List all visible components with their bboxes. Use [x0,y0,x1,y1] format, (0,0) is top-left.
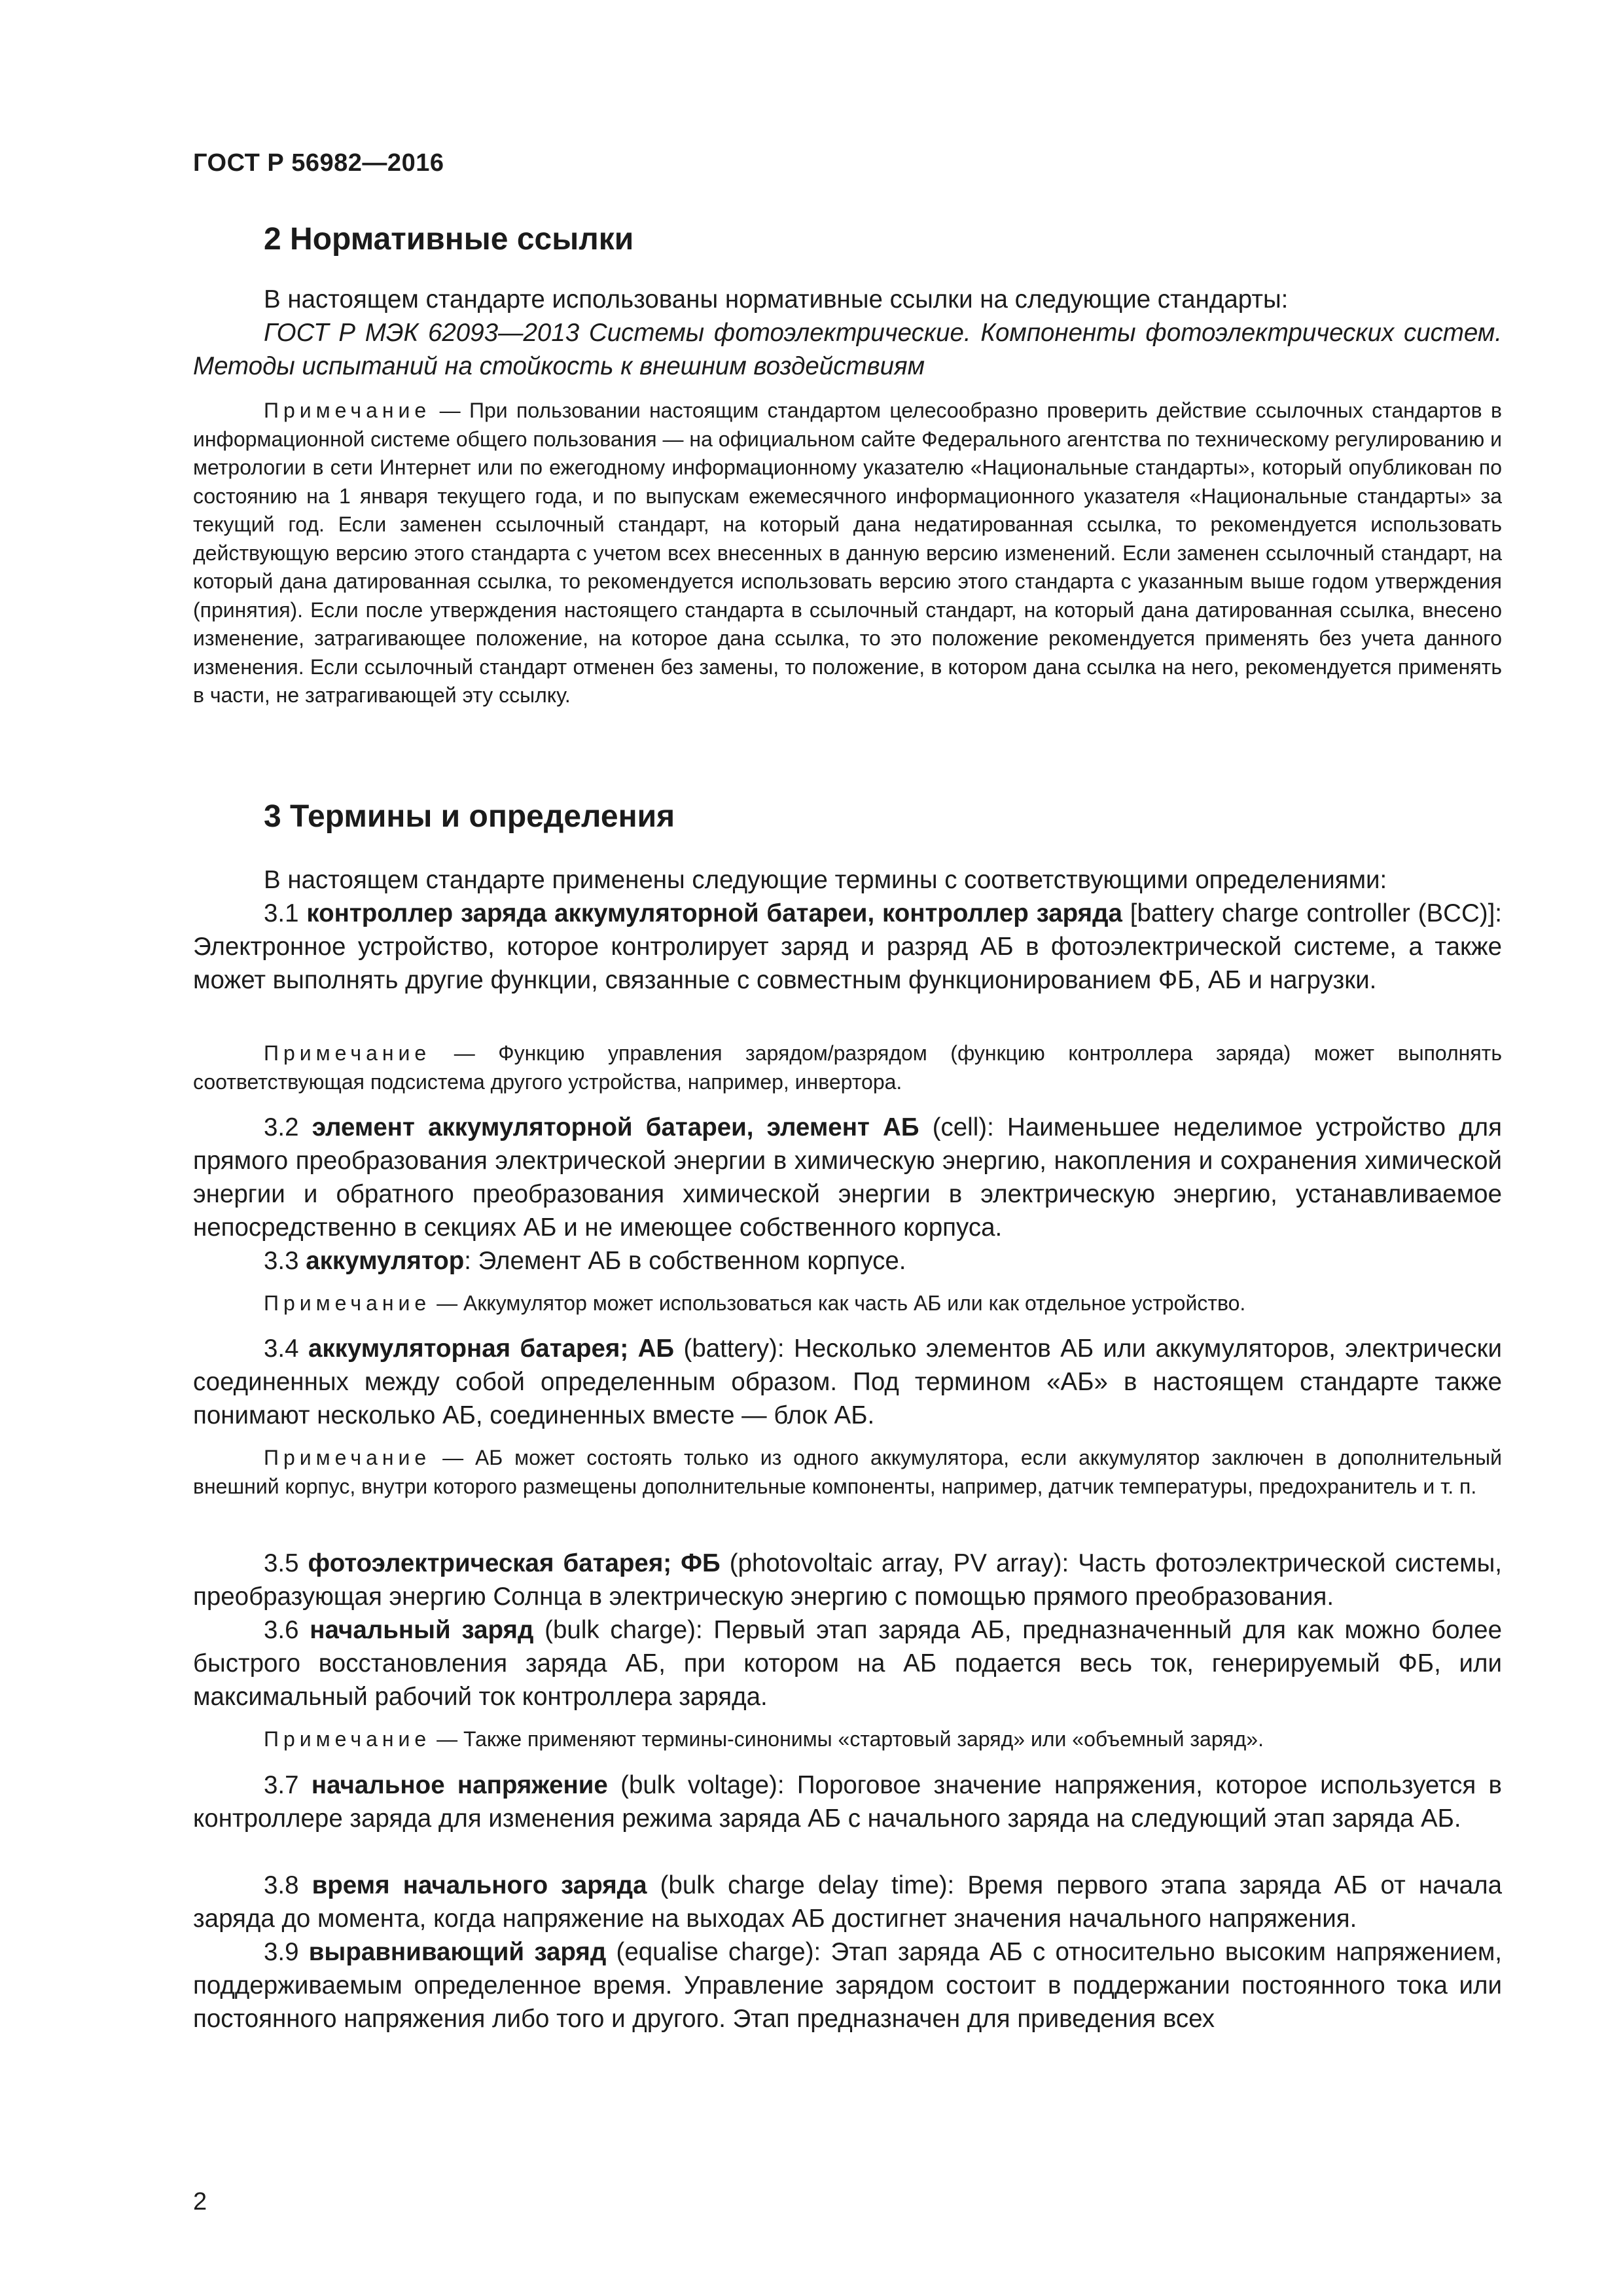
term-definition: (bulk charge): Первый этап заряда АБ, предназначенный для как можно более быстрого восстановления заряда АБ, при котором на АБ подается весь ток, генерируемый ФБ, или максимальный рабочий ток контроллера заряда. [193,1616,1503,1711]
note-label: Примечание [264,399,431,422]
section-2-intro: В настоящем стандарте использованы нормативные ссылки на следующие стандарты: [264,285,1289,314]
term-3-5 [193,1547,1502,1613]
term-definition: (equalise charge): Этап заряда АБ с относительно высоким напряжением, поддерживаемым определенное время. Управление зарядом состоит в поддержании постоянного тока или постоянного напряжения либо того и другого. Этап предназначен для приведения всех [193,1938,1502,2033]
term-name: время начального заряда [312,1871,647,1899]
note-text: — Аккумулятор может использоваться как часть АБ или как отдельное устройство. [431,1291,1246,1315]
term-name: аккумуляторная батарея; АБ [308,1335,675,1363]
standard-code: ГОСТ Р 56982—2016 [193,149,444,177]
term-3-7 [193,1768,1502,1835]
term-name: фотоэлектрическая батарея; ФБ [308,1549,721,1577]
term-number: 3.2 [264,1113,312,1141]
term-3-3-note [193,1289,1502,1318]
term-3-2 [193,1111,1502,1244]
note-text: — При пользовании настоящим стандартом целесообразно проверить действие ссылочных стандартов в информационной системе общего пользования — на официальном сайте Федерального агентства по техническому регулированию и метрологии в сети Интернет или по ежегодному информационному указателю «Национальные стандарты», который опубликован по состоянию на 1 января текущего года, и по выпускам ежемесячного информационного указателя «Национальные стандарты» за текущий год. Если заменен ссылочный стандарт, на который дана недатированная ссылка, то рекомендуется использовать действующую версию этого стандарта с учетом всех внесенных в данную версию изменений. Если заменен ссылочный стандарт, на который дана датированная ссылка, то рекомендуется использовать версию этого стандарта с указанным выше годом утверждения (принятия). Если после утверждения настоящего стандарта в ссылочный стандарт, на который дана датированная ссылка, внесено изменение, затрагивающее положение, на которое дана ссылка, то это положение рекомендуется применять без учета данного изменения. Если ссылочный стандарт отменен без замены, то положение, в котором дана ссылка на него, рекомендуется применять в части, не затрагивающей эту ссылку. [193,399,1502,707]
term-number: 3.7 [264,1771,312,1799]
page-number: 2 [193,2188,207,2215]
term-3-1-note [193,1039,1502,1096]
term-definition: (battery): Несколько элементов АБ или аккумуляторов, электрически соединенных между собой определенным образом. Под термином «АБ» в настоящем стандарте также понимают несколько АБ, соединенных вместе — блок АБ. [193,1335,1502,1429]
term-name: контроллер заряда аккумуляторной батареи, контроллер заряда [306,899,1122,927]
note-text: — Функцию управления зарядом/разрядом (функцию контроллера заряда) может выполнять соответствующая подсистема другого устройства, например, инвертора. [193,1041,1502,1094]
note-label: Примечание [264,1727,431,1751]
note-label: Примечание [264,1041,431,1065]
term-definition: : Элемент АБ в собственном корпусе. [464,1247,906,1275]
note-label: Примечание [264,1291,431,1315]
note-text: — Также применяют термины-синонимы «стартовый заряд» или «объемный заряд». [431,1727,1264,1751]
term-definition: (bulk charge delay time): Время первого этапа заряда АБ от начала заряда до момента, когда напряжение на выходах АБ достигнет значения начального напряжения. [193,1871,1502,1933]
term-3-6-note [193,1725,1502,1754]
term-name: элемент аккумуляторной батареи, элемент АБ [312,1113,919,1141]
term-name: выравнивающий заряд [308,1938,607,1966]
term-number: 3.3 [264,1247,306,1275]
term-name: начальное напряжение [311,1771,608,1799]
term-number: 3.4 [264,1335,308,1363]
term-number: 3.9 [264,1938,309,1966]
term-name: аккумулятор [306,1247,465,1275]
term-3-6 [193,1613,1502,1713]
note-label: Примечание [264,1446,431,1469]
term-3-8 [193,1869,1502,1935]
term-definition: [battery charge controller (BCC)]: Электронное устройство, которое контролирует заряд и разряд АБ в фотоэлектрической системе, а также может выполнять другие функции, связанные с совместным функционированием ФБ, АБ и нагрузки. [193,899,1502,994]
term-3-4 [193,1332,1502,1432]
term-definition: (bulk voltage): Пороговое значение напряжения, которое используется в контроллере заряда для изменения режима заряда АБ с начального заряда на следующий этап заряда АБ. [193,1771,1503,1833]
term-number: 3.6 [264,1616,310,1644]
section-3-intro: В настоящем стандарте применены следующие термины с соответствующими определениями: [264,866,1387,894]
term-definition: (photovoltaic array, PV array): Часть фотоэлектрической системы, преобразующая энергию Солнца в электрическую энергию с помощью прямого преобразования. [193,1549,1503,1611]
normative-reference: ГОСТ Р МЭК 62093—2013 Системы фотоэлектрические. Компоненты фотоэлектрических систем. Методы испытаний на стойкость к внешним воздействиям [193,319,1502,380]
term-3-9 [193,1935,1502,2036]
section-3-title: 3 Термины и определения [264,799,675,834]
term-3-3 [193,1244,1502,1278]
term-name: начальный заряд [310,1616,534,1644]
term-definition: (cell): Наименьшее неделимое устройство для прямого преобразования электрической энергии в химическую энергию, накопления и сохранения химической энергии и обратного преобразования химической энергии в электрическую энергию, устанавливаемое непосредственно в секциях АБ и не имеющее собственного корпуса. [193,1113,1502,1242]
term-3-4-note [193,1444,1502,1501]
note-text: — АБ может состоять только из одного аккумулятора, если аккумулятор заключен в дополнительный внешний корпус, внутри которого размещены дополнительные компоненты, например, датчик температуры, предохранитель и т. п. [193,1446,1502,1498]
term-3-1 [193,897,1502,997]
term-number: 3.5 [264,1549,308,1577]
term-number: 3.8 [264,1871,312,1899]
section-2-title: 2 Нормативные ссылки [264,222,634,257]
term-number: 3.1 [264,899,307,927]
section-2-note [193,397,1502,710]
